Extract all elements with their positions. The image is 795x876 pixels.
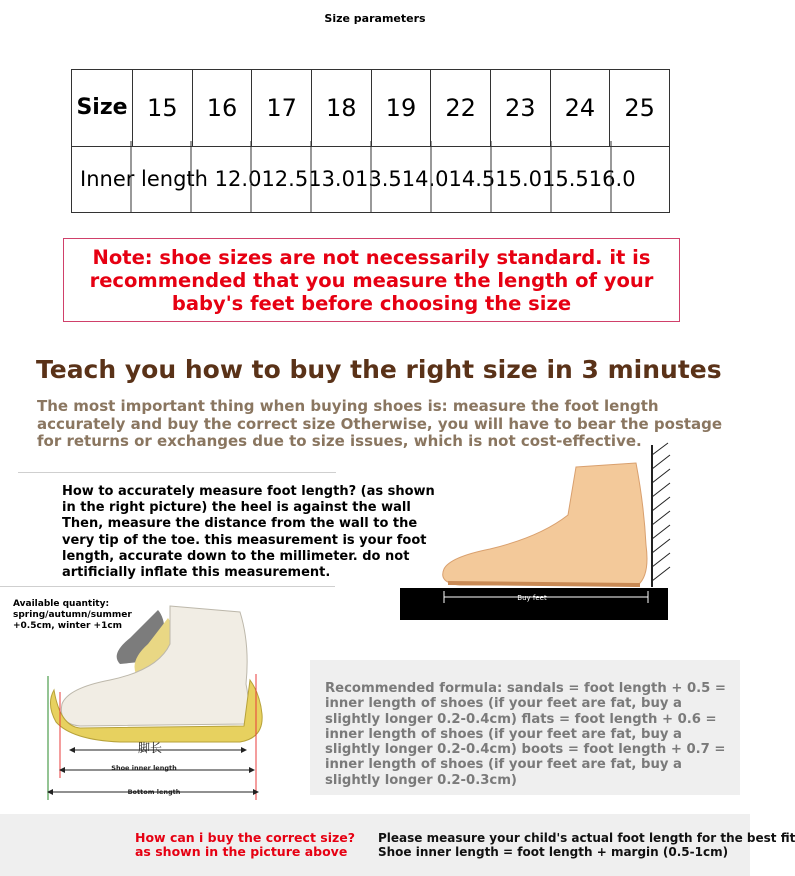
available-quantity-note: Available quantity: spring/autumn/summer +0.5cm, winter +1cm bbox=[13, 599, 132, 631]
foot-measure-illustration bbox=[400, 445, 672, 623]
size-cell: 16 bbox=[192, 70, 252, 147]
intro-paragraph: The most important thing when buying shoes is: measure the foot length accurately and buy the correct size Otherwise, you will have to bear the postage for returns or exchanges due to size issues, which is not cost-effective. bbox=[37, 397, 723, 450]
inner-length-value: 12.0 bbox=[214, 167, 262, 192]
howto-paragraph: How to accurately measure foot length? (as shown in the right picture) the heel is against the wall Then, measure the distance from the wall to the very tip of the toe. this measurement is your foot length, accurate down to the millimeter. do not artificially inflate this measurement. bbox=[62, 484, 435, 581]
inner-length-value: 12.5 bbox=[261, 167, 309, 192]
section-heading: Teach you how to buy the right size in 3 minutes bbox=[36, 355, 722, 384]
divider bbox=[18, 472, 336, 473]
size-cell: 17 bbox=[252, 70, 312, 147]
footer-advice bbox=[378, 831, 795, 859]
footer-advice-line: Shoe inner length = foot length + margin (0.5-1cm) bbox=[378, 845, 729, 859]
size-cell: 25 bbox=[610, 70, 670, 147]
shoe-inner-length-label: Shoe inner length bbox=[111, 764, 177, 772]
size-cell: 23 bbox=[490, 70, 550, 147]
shoe-measure-illustration bbox=[40, 604, 270, 800]
inner-length-label: Inner length bbox=[80, 167, 208, 192]
inner-length-value: 14.0 bbox=[401, 167, 449, 192]
formula-text: Recommended formula: sandals = foot length + 0.5 = inner length of shoes (if your feet are fat, buy a slightly longer 0.2-0.4cm) flats = foot length + 0.6 = inner length of shoes (if your feet are fat, buy a slightly longer 0.2-0.4cm) boots = foot length + 0.7 = inner length of shoes (if your feet are fat, buy a slightly longer 0.2-0.3cm) bbox=[325, 681, 726, 788]
inner-length-value: 14.5 bbox=[448, 167, 496, 192]
divider bbox=[0, 586, 335, 587]
inner-row-grid bbox=[71, 141, 671, 214]
size-cell: 18 bbox=[311, 70, 371, 147]
inner-length-value: 15.5 bbox=[542, 167, 589, 192]
bottom-length-label: Bottom length bbox=[127, 788, 181, 796]
footer-question-line: as shown in the picture above bbox=[135, 844, 348, 859]
size-header: Size bbox=[72, 70, 133, 147]
size-cell: 15 bbox=[133, 70, 193, 147]
footer-question bbox=[135, 831, 355, 859]
foot-length-label: 脚长 bbox=[137, 741, 163, 755]
size-note: Note: shoe sizes are not necessarily standard. it is recommended that you measure the length of your baby's feet before choosing the size bbox=[63, 238, 680, 322]
size-cell: 19 bbox=[371, 70, 431, 147]
size-cell: 22 bbox=[431, 70, 491, 147]
inner-length-value: 13.5 bbox=[354, 167, 402, 192]
inner-length-value: 16.0 bbox=[588, 167, 636, 192]
size-row bbox=[72, 70, 670, 147]
inner-length-value: 15.0 bbox=[495, 167, 543, 192]
footer-question-line: How can i buy the correct size? bbox=[135, 830, 356, 845]
page-title: Size parameters bbox=[324, 12, 426, 25]
inner-length-value: 13.0 bbox=[308, 167, 355, 192]
size-cell: 24 bbox=[550, 70, 610, 147]
footer-advice-line: Please measure your child's actual foot length for the best fit bbox=[378, 831, 795, 845]
buy-feet-label: Buy feet bbox=[517, 594, 547, 602]
